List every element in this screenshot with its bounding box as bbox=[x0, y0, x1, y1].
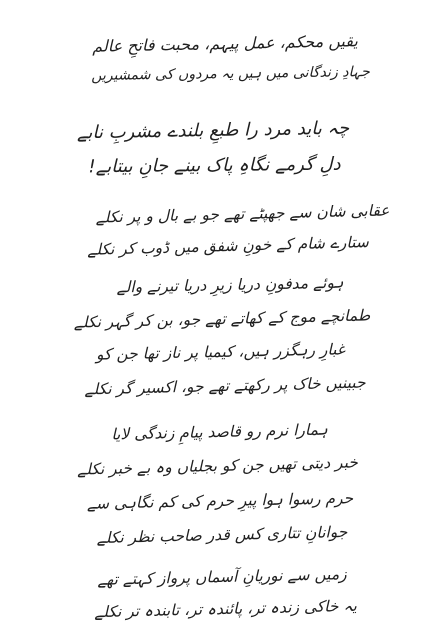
verse-line-4: طمانچے موج کے کھاتے تھے جو، بن کر گہر نکلے bbox=[73, 306, 371, 332]
verse-line-2: ستارے شام کے خونِ شفق میں ڈوب کر نکلے bbox=[86, 233, 370, 259]
couplet-line-2: دلِ گرمے نگاہِ پاک بینے جانِ بیتابے! bbox=[88, 153, 341, 178]
verse-line-3: ہوئے مدفونِ دریا زیرِ دریا تیرنے والے bbox=[116, 273, 344, 297]
intro-line-1: یقیں محکم، عمل پیہم، محبت فاتحِ عالم bbox=[91, 31, 359, 56]
verse-line-10: جوانانِ تتاری کس قدر صاحب نظر نکلے bbox=[96, 522, 348, 548]
verse-line-1: عقابی شان سے جھپٹے تھے جو بے بال و پر نکلے bbox=[95, 201, 390, 227]
couplet-line-1: چہ باید مرد را طبعِ بلندے مشربِ نابے bbox=[76, 117, 350, 144]
verse-line-6: جبینیں خاک پر رکھتے تھے جو، اکسیر گر نکلے bbox=[84, 373, 366, 399]
verse-line-7: ہمارا نرم رو قاصد پیامِ زندگی لایا bbox=[111, 420, 328, 444]
intro-line-2: جہادِ زندگانی میں ہیں یہ مردوں کی شمشیریں bbox=[91, 64, 370, 84]
verse-line-11: زمیں سے نوریانِ آسماں پرواز کہتے تھے bbox=[97, 565, 347, 589]
verse-line-9: حرم رسوا ہوا پیرِ حرم کی کم نگاہی سے bbox=[86, 489, 354, 513]
verse-line-12: یہ خاکی زندہ تر، پائندہ تر، تابندہ تر نکلے bbox=[94, 596, 357, 622]
verse-line-8: خبر دیتی تھیں جن کو بجلیاں وہ بے خبر نکلے bbox=[76, 453, 359, 479]
verse-line-5: غبارِ رہگزر ہیں، کیمیا پر ناز تھا جن کو bbox=[95, 340, 346, 364]
